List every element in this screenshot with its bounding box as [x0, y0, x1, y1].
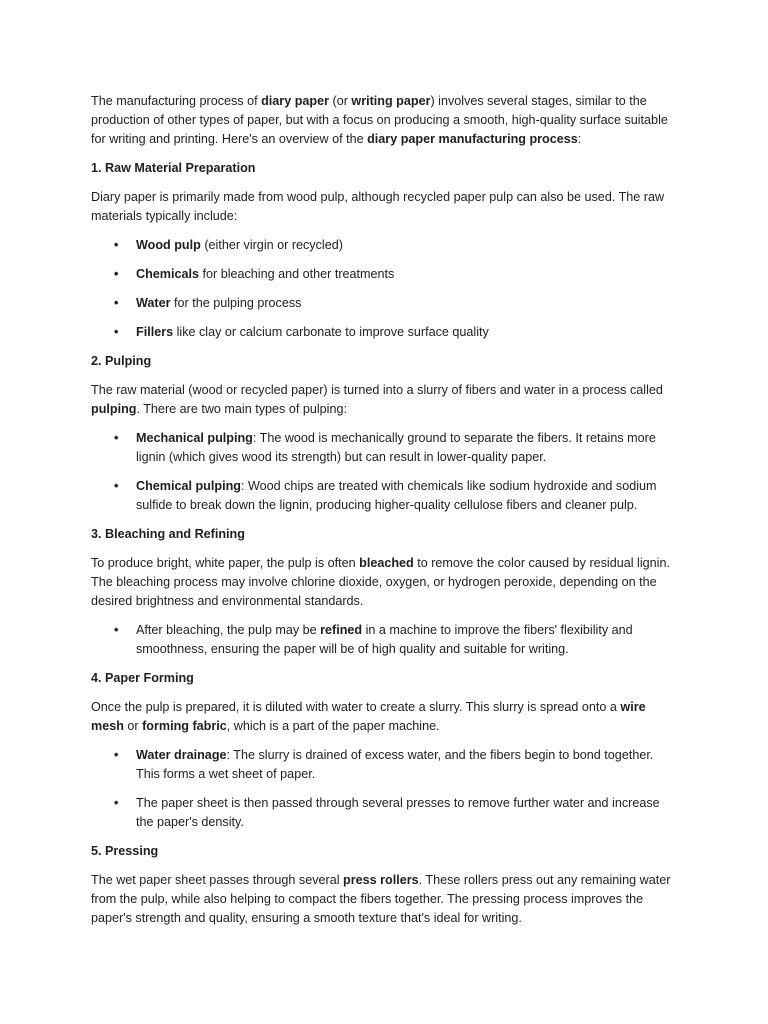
intro-text: :	[577, 132, 582, 146]
paragraph-text: , which is a part of the paper machine.	[226, 719, 440, 733]
section-paragraph	[91, 554, 680, 611]
list-item-bold: Fillers	[136, 325, 174, 339]
list-item-text: : Wood chips are treated with chemicals like sodium hydroxide and sodium sulfide to break down the lignin, producing higher-quality cellulose fibers and cleaner pulp.	[136, 479, 657, 512]
list-item	[91, 294, 680, 313]
bullet-icon: •	[114, 431, 119, 445]
bullet-icon: •	[114, 623, 119, 637]
section-heading: 2. Pulping	[91, 354, 152, 368]
paragraph-text: The wet paper sheet passes through several	[91, 873, 344, 887]
bullet-icon: •	[114, 325, 119, 339]
section-paragraph	[91, 698, 680, 736]
list-item-text: : The slurry is drained of excess water, and the fibers begin to bond together. This forms a wet sheet of paper.	[136, 748, 654, 781]
list-item-bold: Chemical pulping	[136, 479, 241, 493]
section-heading: 4. Paper Forming	[91, 671, 194, 685]
intro-text: The manufacturing process of	[91, 94, 262, 108]
paragraph-text: Once the pulp is prepared, it is diluted with water to create a slurry. This slurry is spread onto a	[91, 700, 621, 714]
list-item	[91, 477, 680, 515]
paragraph-text: . These rollers press out any remaining water from the pulp, while also helping to compact the fibers together. The pressing process improves the paper's strength and quality, ensuring a smooth texture that's ideal for writing.	[91, 873, 671, 925]
list-item	[91, 794, 680, 832]
list-item-bold: Mechanical pulping	[136, 431, 253, 445]
bullet-list	[91, 429, 680, 515]
bullet-list	[91, 621, 680, 659]
paragraph-text: . There are two main types of pulping:	[136, 402, 347, 416]
intro-text: (or	[329, 94, 352, 108]
paragraph-text: The raw material (wood or recycled paper) is turned into a slurry of fibers and water in a process called	[91, 383, 663, 397]
list-item	[91, 265, 680, 284]
list-item	[91, 429, 680, 467]
section-heading: 3. Bleaching and Refining	[91, 527, 245, 541]
list-item-text: in a machine to improve the fibers' flexibility and smoothness, ensuring the paper will be of high quality and suitable for writing.	[136, 623, 633, 656]
list-item-text: for bleaching and other treatments	[199, 267, 395, 281]
list-item-text: (either virgin or recycled)	[200, 238, 343, 252]
bullet-list	[91, 746, 680, 832]
section-heading: 1. Raw Material Preparation	[91, 161, 256, 175]
paragraph-text: to remove the color caused by residual lignin. The bleaching process may involve chlorine dioxide, oxygen, or hydrogen peroxide, depending on the desired brightness and environmental standards.	[91, 556, 670, 608]
section-paragraph: Diary paper is primarily made from wood pulp, although recycled paper pulp can also be used. The raw materials typically include:	[91, 190, 665, 223]
paragraph-text: or	[123, 719, 143, 733]
paragraph-bold-term: bleached	[359, 556, 414, 570]
paragraph-bold-term: forming fabric	[142, 719, 227, 733]
paragraph-bold-term: wire mesh	[91, 700, 646, 733]
list-item-text: : The wood is mechanically ground to separate the fibers. It retains more lignin (which gives wood its strength) but can result in lower-quality paper.	[136, 431, 656, 464]
bullet-icon: •	[114, 296, 119, 310]
list-item-bold: refined	[320, 623, 363, 637]
section-heading: 5. Pressing	[91, 844, 159, 858]
bullet-icon: •	[114, 267, 119, 281]
list-item	[91, 323, 680, 342]
bullet-icon: •	[114, 238, 119, 252]
list-item-bold: Chemicals	[136, 267, 199, 281]
list-item-text: like clay or calcium carbonate to improve surface quality	[173, 325, 489, 339]
list-item-bold: Wood pulp	[136, 238, 201, 252]
list-item	[91, 621, 680, 659]
intro-bold-term: diary paper manufacturing process	[367, 132, 578, 146]
list-item	[91, 236, 680, 255]
list-item-bold: Water	[136, 296, 171, 310]
bullet-icon: •	[114, 479, 119, 493]
list-item-text: After bleaching, the pulp may be	[136, 623, 321, 637]
bullet-icon: •	[114, 796, 119, 810]
list-item-text: The paper sheet is then passed through several presses to remove further water and increase the paper's density.	[136, 796, 660, 829]
list-item	[91, 746, 680, 784]
intro-text: ) involves several stages, similar to the production of other types of paper, but with a focus on producing a smooth, high-quality surface suitable for writing and printing. Here's an overview of the	[91, 94, 668, 146]
bullet-icon: •	[114, 748, 119, 762]
paragraph-text: To produce bright, white paper, the pulp is often	[91, 556, 360, 570]
paragraph-bold-term: press rollers	[343, 873, 419, 887]
intro-bold-term: diary paper	[261, 94, 330, 108]
list-item-bold: Water drainage	[136, 748, 227, 762]
intro-bold-term: writing paper	[351, 94, 431, 108]
list-item-text: for the pulping process	[170, 296, 302, 310]
bullet-list	[91, 236, 680, 342]
paragraph-bold-term: pulping	[91, 402, 137, 416]
section-paragraph	[91, 381, 680, 419]
section-paragraph	[91, 871, 680, 928]
intro-paragraph	[91, 92, 680, 149]
